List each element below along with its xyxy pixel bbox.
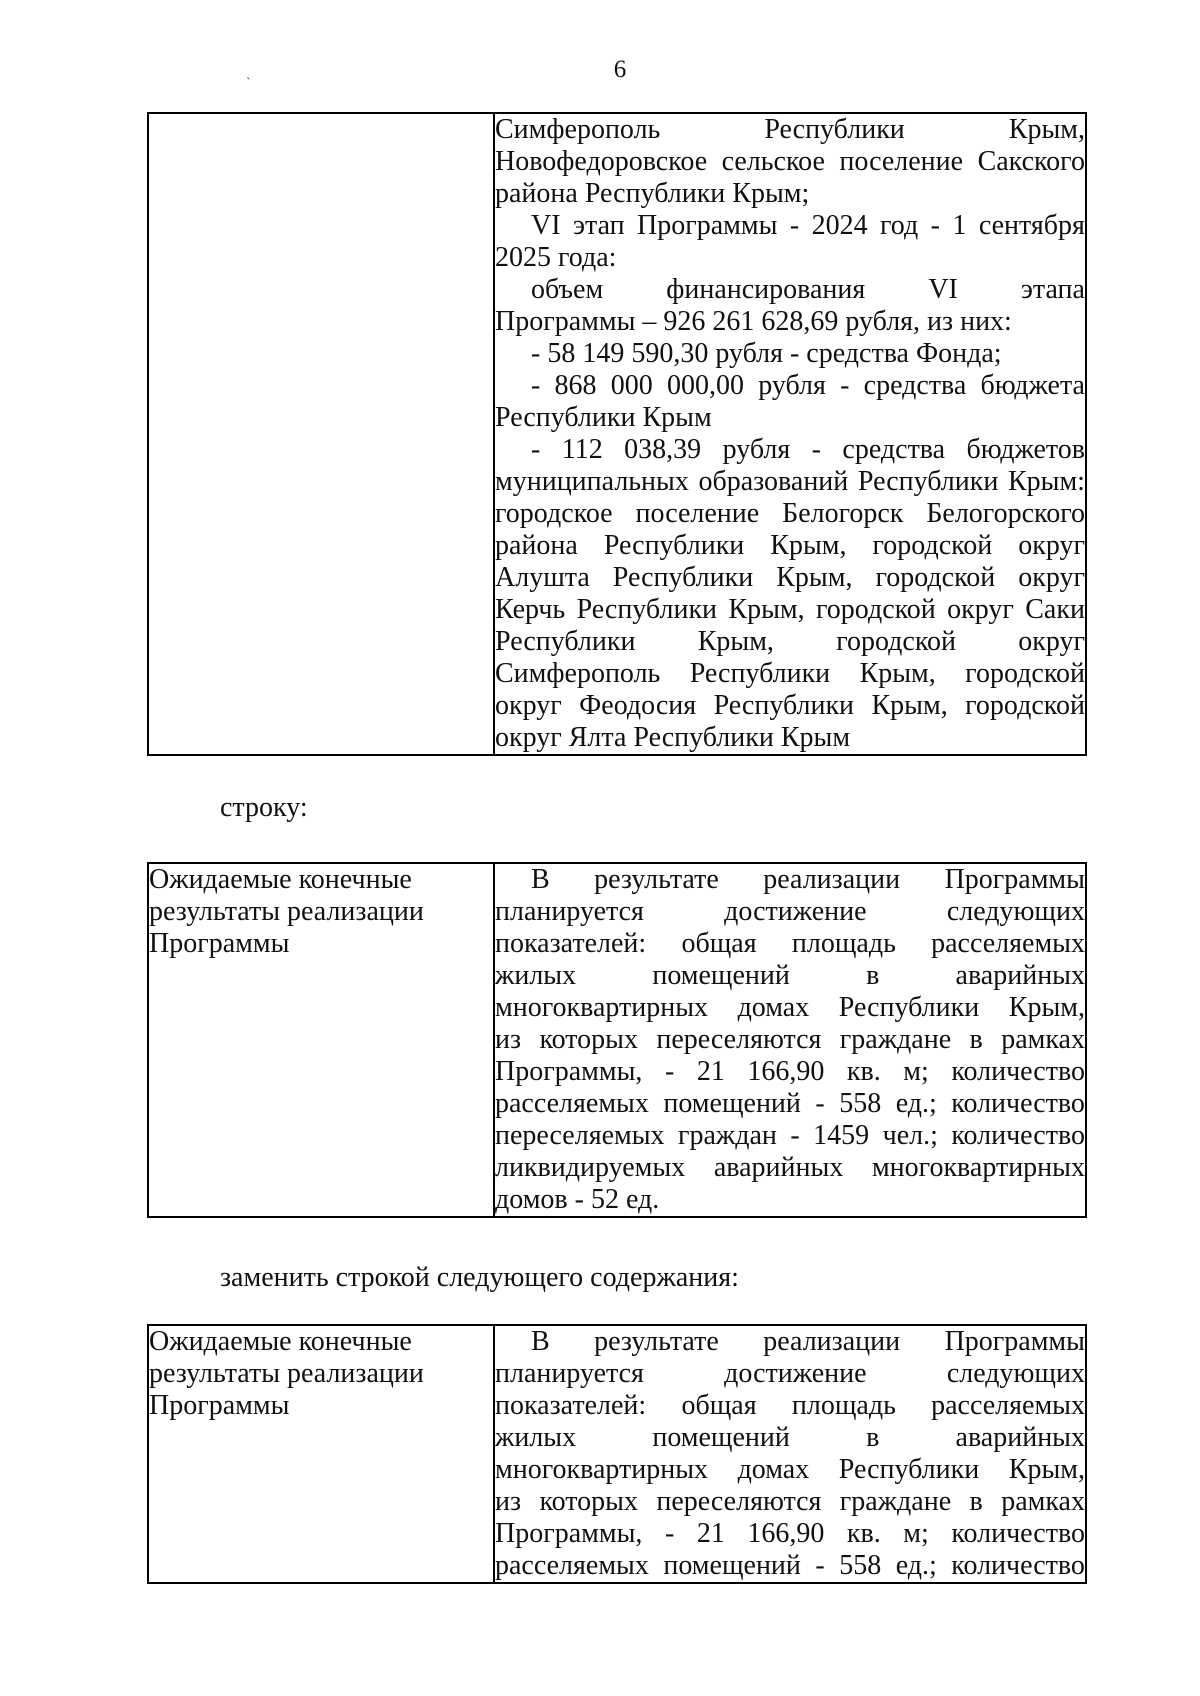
text-line: из которых переселяются граждане в рамках xyxy=(495,1024,1085,1055)
text-line: Республики Крым xyxy=(495,402,712,433)
table3-left-cell xyxy=(148,1325,494,1583)
text-line: Республики Крым, городской округ xyxy=(495,626,1085,657)
table2-left-cell xyxy=(148,863,494,1217)
text-line: Керчь Республики Крым, городской округ Саки xyxy=(495,594,1085,625)
text-line: результаты реализации xyxy=(149,1358,424,1389)
text-line: расселяемых помещений - 558 ед.; количество xyxy=(495,1550,1085,1581)
page-number: 6 xyxy=(613,56,627,83)
text-line: - 58 149 590,30 рубля - средства Фонда; xyxy=(531,338,1002,369)
text-line: показателей: общая площадь расселяемых xyxy=(495,928,1085,959)
text-line: района Республики Крым; xyxy=(495,178,810,209)
text-line: планируется достижение следующих xyxy=(495,896,1085,927)
table1-right-cell xyxy=(494,113,1086,755)
text-line: ликвидируемых аварийных многоквартирных xyxy=(495,1152,1085,1183)
text-line: округ Ялта Республики Крым xyxy=(495,722,851,753)
text-line: Программы, - 21 166,90 кв. м; количество xyxy=(495,1518,1085,1549)
table1-left-cell xyxy=(148,113,494,755)
text-line: VI этап Программы - 2024 год - 1 сентября xyxy=(531,210,1085,241)
paragraph-row-reference: строку: xyxy=(220,792,308,823)
table2-right-text xyxy=(495,864,1085,1216)
text-line: из которых переселяются граждане в рамках xyxy=(495,1486,1085,1517)
table3-right-cell xyxy=(494,1325,1086,1583)
text-line: муниципальных образований Республики Крым: xyxy=(495,466,1085,497)
text-line: планируется достижение следующих xyxy=(495,1358,1085,1389)
text-line: Программы xyxy=(149,928,290,959)
text-line: Программы – 926 261 628,69 рубля, из них: xyxy=(495,306,1012,337)
text-line: Новофедоровское сельское поселение Сакского xyxy=(495,146,1085,177)
text-line: домов - 52 ед. xyxy=(495,1184,660,1215)
table-expected-results-old xyxy=(147,862,1087,1218)
table2-row-label xyxy=(149,864,493,960)
text-line: 2025 года: xyxy=(495,242,617,273)
text-line: жилых помещений в аварийных xyxy=(495,1422,1085,1453)
text-line: Программы, - 21 166,90 кв. м; количество xyxy=(495,1056,1085,1087)
text-line: Симферополь Республики Крым, xyxy=(495,114,1085,145)
text-line: района Республики Крым, городской округ xyxy=(495,530,1085,561)
paragraph-replace-instruction: заменить строкой следующего содержания: xyxy=(220,1262,739,1293)
text-line: Ожидаемые конечные xyxy=(149,864,412,895)
text-line: Алушта Республики Крым, городской округ xyxy=(495,562,1085,593)
text-line: В результате реализации Программы xyxy=(531,1326,1085,1357)
text-line: расселяемых помещений - 558 ед.; количество xyxy=(495,1088,1085,1119)
table-financing-continuation xyxy=(147,112,1087,756)
table2-right-cell xyxy=(494,863,1086,1217)
table3-row-label xyxy=(149,1326,493,1422)
text-line: городское поселение Белогорск Белогорского xyxy=(495,498,1085,529)
text-line: жилых помещений в аварийных xyxy=(495,960,1085,991)
text-line: многоквартирных домах Республики Крым, xyxy=(495,1454,1085,1485)
text-line: показателей: общая площадь расселяемых xyxy=(495,1390,1085,1421)
text-line: округ Феодосия Республики Крым, городской xyxy=(495,690,1085,721)
text-line: - 112 038,39 рубля - средства бюджетов xyxy=(531,434,1085,465)
text-line: переселяемых граждан - 1459 чел.; количество xyxy=(495,1120,1085,1151)
table3-right-text xyxy=(495,1326,1085,1582)
text-line: - 868 000 000,00 рубля - средства бюджета xyxy=(531,370,1085,401)
table-expected-results-new xyxy=(147,1324,1087,1584)
text-line: В результате реализации Программы xyxy=(531,864,1085,895)
text-line: результаты реализации xyxy=(149,896,424,927)
text-line: объем финансирования VI этапа xyxy=(531,274,1085,305)
text-line: Программы xyxy=(149,1390,290,1421)
text-line: Симферополь Республики Крым, городской xyxy=(495,658,1085,689)
table1-right-text xyxy=(495,114,1085,754)
text-line: Ожидаемые конечные xyxy=(149,1326,412,1357)
text-line: многоквартирных домах Республики Крым, xyxy=(495,992,1085,1023)
scan-artifact-mark: ` xyxy=(246,76,251,91)
